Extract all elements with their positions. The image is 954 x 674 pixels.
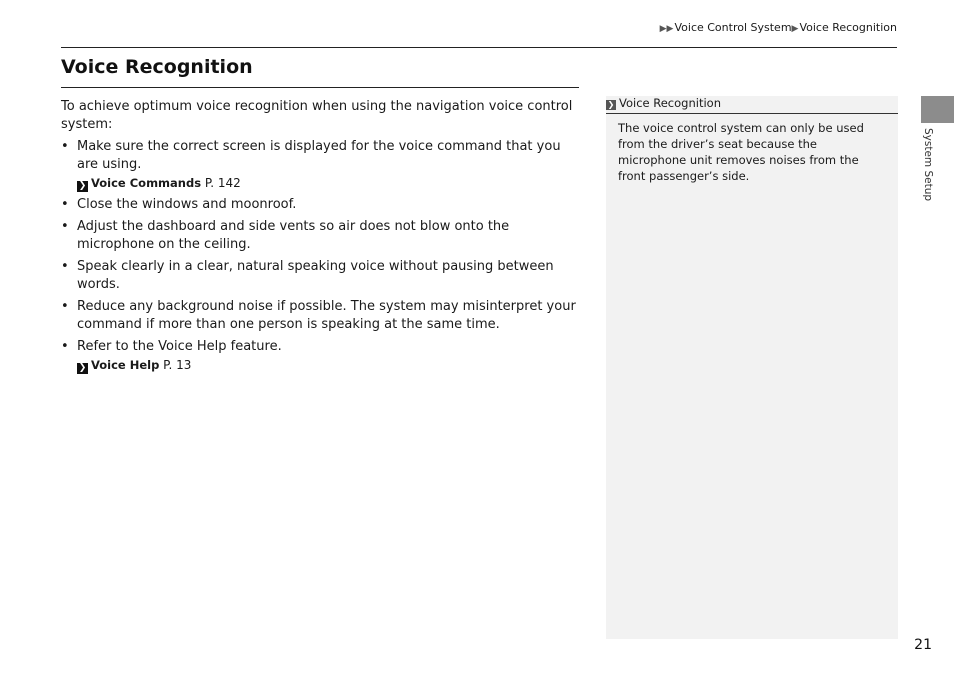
- main-content: [61, 98, 579, 378]
- list-item-text: Speak clearly in a clear, natural speaking voice without pausing between words.: [77, 259, 554, 292]
- sidebar-note: [606, 96, 898, 639]
- xref-voice-help[interactable]: [77, 356, 579, 374]
- list-item: [61, 258, 579, 294]
- breadcrumb-arrow-icon: ▶: [791, 24, 799, 34]
- breadcrumb-item-voice-recognition: Voice Recognition: [799, 21, 897, 34]
- list-item-text: Make sure the correct screen is displayed for the voice command that you are using.: [77, 139, 561, 172]
- xref-voice-commands[interactable]: [77, 174, 579, 192]
- xref-page[interactable]: P. 142: [204, 176, 241, 190]
- page-title: Voice Recognition: [61, 56, 253, 78]
- sidebar-note-heading: [606, 96, 898, 114]
- bullet-icon: •: [61, 299, 69, 314]
- bullet-icon: •: [61, 339, 69, 354]
- list-item-text: Close the windows and moonroof.: [77, 197, 297, 212]
- page-number: 21: [914, 637, 932, 653]
- list-item: [61, 298, 579, 334]
- bullet-icon: •: [61, 219, 69, 234]
- list-item: [61, 338, 579, 374]
- tips-list: [61, 138, 579, 374]
- sidebar-note-title: Voice Recognition: [619, 96, 721, 110]
- breadcrumb-item-voice-control-system[interactable]: Voice Control System: [674, 21, 792, 34]
- breadcrumb: [660, 21, 897, 34]
- header-divider: [61, 47, 897, 48]
- intro-text: To achieve optimum voice recognition when using the navigation voice control system:: [61, 99, 573, 132]
- xref-label[interactable]: Voice Commands: [91, 176, 202, 190]
- list-item: [61, 218, 579, 254]
- sidebar-note-text: The voice control system can only be used from the driver’s seat because the microphone unit removes noises from the front passenger’s side.: [618, 121, 864, 183]
- bullet-icon: •: [61, 197, 69, 212]
- bullet-icon: •: [61, 139, 69, 154]
- xref-arrow-icon: ❯: [78, 363, 87, 373]
- xref-arrow-icon: ❯: [78, 181, 87, 191]
- list-item-text: Adjust the dashboard and side vents so air does not blow onto the microphone on the ceiling.: [77, 219, 510, 252]
- note-arrow-icon: ❯: [607, 100, 615, 109]
- title-divider: [61, 87, 579, 88]
- list-item: [61, 138, 579, 192]
- bullet-icon: •: [61, 259, 69, 274]
- xref-page[interactable]: P. 13: [163, 358, 192, 372]
- list-item: [61, 196, 579, 214]
- xref-label[interactable]: Voice Help: [91, 358, 160, 372]
- breadcrumb-arrow-icon: ▶▶: [659, 24, 674, 34]
- section-tab-label: System Setup: [922, 128, 934, 202]
- list-item-text: Reduce any background noise if possible. The system may misinterpret your command if more than one person is speaking at the same time.: [77, 299, 576, 332]
- list-item-text: Refer to the Voice Help feature.: [77, 339, 282, 354]
- section-tab-marker: [921, 96, 954, 123]
